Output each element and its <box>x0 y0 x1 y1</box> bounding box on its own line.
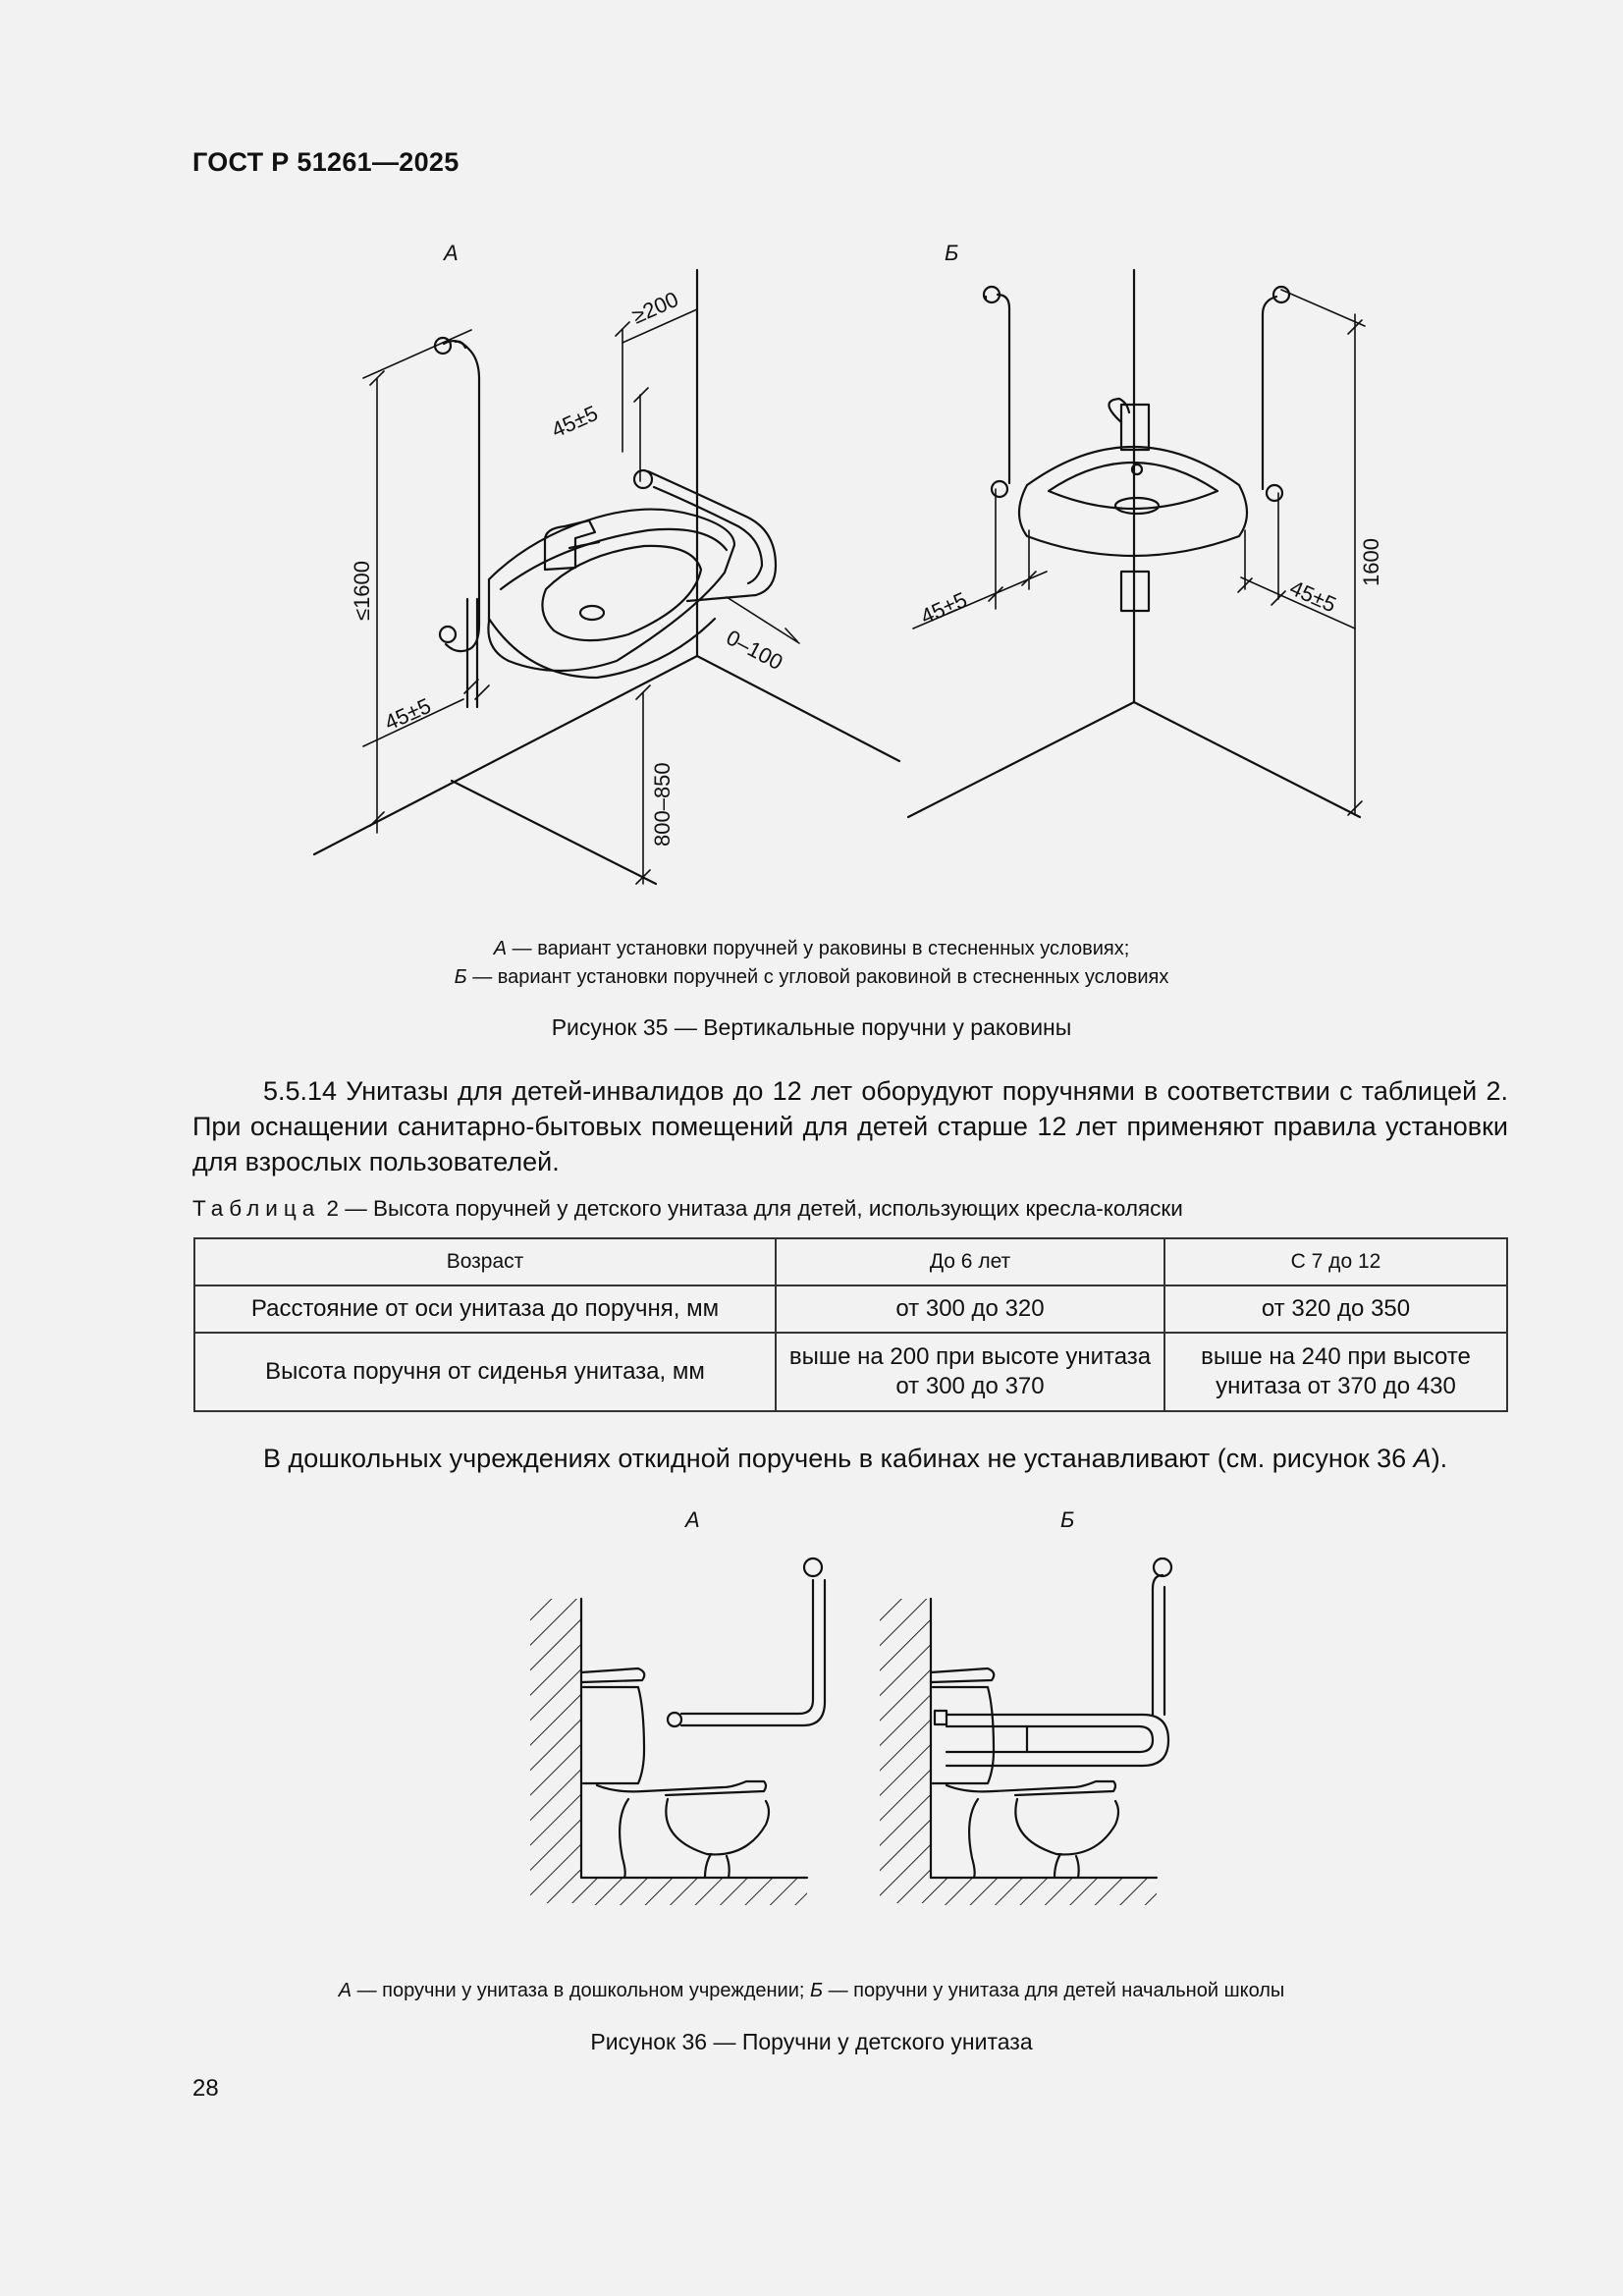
table-2-title: Таблица 2 — Высота поручней у детского унитаза для детей, использующих кресла-коляски <box>192 1196 1183 1221</box>
figure-35-caption: Рисунок 35 — Вертикальные поручни у раковины <box>551 1014 1072 1040</box>
table-row <box>194 1333 1507 1411</box>
figure-35-panel-a-label: А <box>444 241 459 265</box>
dim-height-max: ≤1600 <box>350 560 374 621</box>
page-number: 28 <box>192 2075 219 2102</box>
dim-b-right-offset: 45±5 <box>1285 574 1340 618</box>
dim-min-wall: ≥200 <box>627 286 682 329</box>
figure-36-caption: Рисунок 36 — Поручни у детского унитаза <box>590 2029 1033 2054</box>
table-header-cell: Возраст <box>194 1238 776 1285</box>
dim-basin-gap: 0–100 <box>722 625 787 676</box>
table-cell: от 320 до 350 <box>1164 1285 1507 1333</box>
dim-rail-offset: 45±5 <box>547 400 602 443</box>
paragraph-5-5-14: 5.5.14 Унитазы для детей-инвалидов до 12 лет оборудуют поручнями в соответствии с таблицей 2. При оснащении санитарно-бытовых помещений для детей старше 12 лет применяют правила установки для взрослых пользователей. <box>192 1076 1508 1176</box>
figure-36-panel-b-label: Б <box>1060 1507 1075 1532</box>
table-header-cell: До 6 лет <box>776 1238 1164 1285</box>
table-cell: Высота поручня от сиденья унитаза, мм <box>194 1333 776 1411</box>
figure-36-legend: А — поручни у унитаза в дошкольном учреждении; Б — поручни у унитаза для детей начальной школы <box>338 1980 1285 2001</box>
dim-b-left-offset: 45±5 <box>916 586 971 629</box>
figure-36-panel-a-label: А <box>685 1507 700 1532</box>
table-row <box>194 1285 1507 1333</box>
figure-35-drawing <box>295 226 1424 913</box>
table-cell: от 300 до 320 <box>776 1285 1164 1333</box>
table-cell: выше на 200 при высоте унитаза от 300 до 370 <box>776 1333 1164 1411</box>
paragraph-preschool: В дошкольных учреждениях откидной поручень в кабинах не устанавливают (см. рисунок 36 А). <box>263 1444 1448 1473</box>
table-header-row <box>194 1238 1507 1285</box>
table-header-cell: С 7 до 12 <box>1164 1238 1507 1285</box>
table-2 <box>193 1237 1508 1412</box>
dim-basin-height: 800–850 <box>650 762 675 847</box>
dim-b-height: 1600 <box>1359 538 1383 586</box>
figure-36-drawing <box>511 1503 1198 1964</box>
document-header: ГОСТ Р 51261—2025 <box>192 147 460 177</box>
table-cell: Расстояние от оси унитаза до поручня, мм <box>194 1285 776 1333</box>
table-cell: выше на 240 при высоте унитаза от 370 до 430 <box>1164 1333 1507 1411</box>
figure-35-legend: А — вариант установки поручней у раковины в стесненных условиях; Б — вариант установки поручней с угловой раковиной в стесненных условиях <box>454 938 1169 988</box>
dim-lower-offset: 45±5 <box>380 692 435 736</box>
figure-35-panel-b-label: Б <box>945 241 959 265</box>
